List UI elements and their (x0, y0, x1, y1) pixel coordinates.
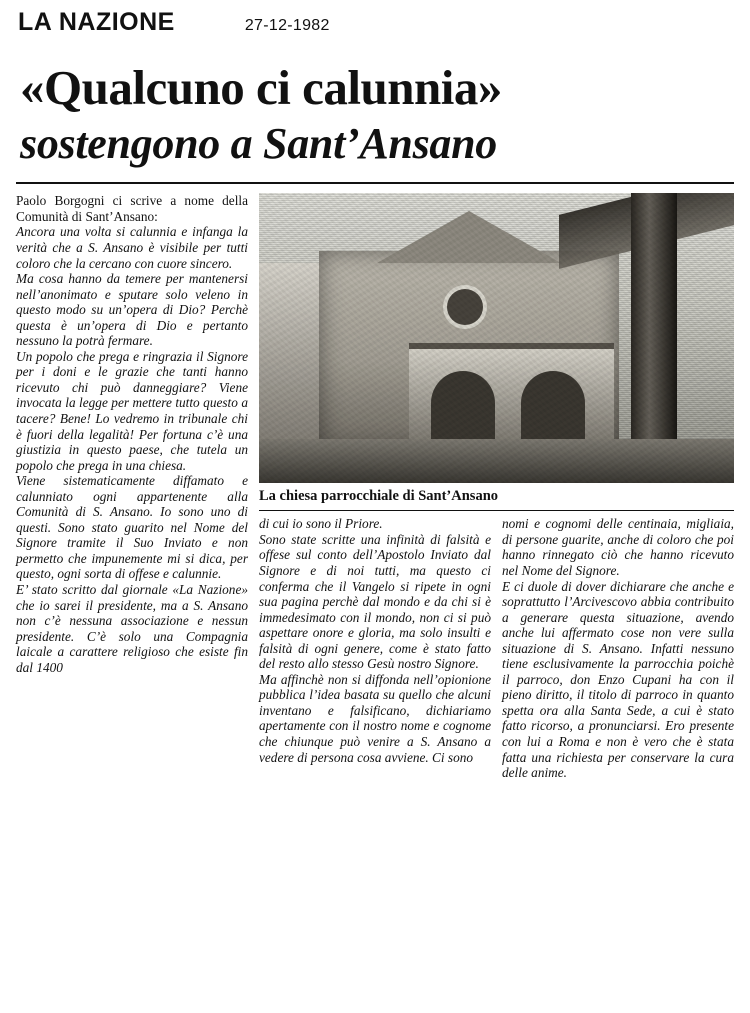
caption-divider (259, 510, 734, 511)
article-column-2 (259, 516, 491, 780)
article-paragraph: E ci duole di dover dichiarare che anche e soprattutto l’Arcivescovo abbia contribuito a generare questa situazione, avendo anche lui affermato cose non vere sulla situazione di S. Ansano. Infatti nessuno tiene esclusivamente la parrocchia poichè il parroco, don Enzo Cupani ha con il pieno diritto, il titolo di parroco in quanto spetta ora alla Santa Sede, a cui è stato fatto ricorso, a pronunciarsi. Ero presente con lui a Roma e non è vero che è stata fatta una richiesta per conservare la cura delle anime. (502, 578, 734, 781)
article-paragraph: Ma affinchè non si diffonda nell’opionione pubblica l’idea basata su quello che alcuni inventano e falsificano, dichiariamo apertamente con il nostro nome e cognome che chiunque può venire a S. Ansano a vedere di persona cosa avviene. Ci sono (259, 671, 491, 765)
article-column-1 (16, 193, 248, 784)
article-lede: Paolo Borgogni ci scrive a nome della Comunità di Sant’Ansano: (16, 193, 248, 224)
article-body (14, 193, 736, 784)
photo-and-columns (259, 193, 734, 780)
page-title (14, 60, 736, 168)
article-paragraph: nomi e cognomi delle centinaia, migliaia, di persone guarite, anche di coloro che poi hanno rinnegato ciò che hanno ricevuto nel Nome del Signore. (502, 516, 734, 578)
article-paragraph: Ancora una volta si calunnia e infanga la verità che a S. Ansano è visibile per tutti coloro che la cercano con cuore sincero. (16, 224, 248, 271)
article-column-3 (502, 516, 734, 780)
article-paragraph: E’ stato scritto dal giornale «La Nazione» che io sarei il presidente, ma a S. Ansano non c’è nessuna associazione e nessun presidente. C’è solo una Compagnia laicale a carattere religioso che esiste fin dal 1400 (16, 582, 248, 675)
headline-line-2: sostengono a Sant’Ansano (20, 118, 497, 168)
headline-line-1: «Qualcuno ci calunnia» (20, 60, 502, 115)
article-paragraph: di cui io sono il Priore. (259, 516, 383, 532)
church-photo (259, 193, 734, 483)
article-paragraph: Un popolo che prega e ringrazia il Signore per i doni e le grazie che tanti hanno ricevuto chi può danneggiare? Viene invocata la legge per mettere tutto questo a tacere? Bene! Lo vedremo in tribunale chi è fuori della legalità! Per fortuna c’è una giustizia in questo paese, che tutela un popolo che prega in una chiesa. (16, 348, 248, 473)
article-paragraph: Ma cosa hanno da temere per mantenersi nell’anonimato e sputare solo veleno in questo modo su un’opera di Dio? Perchè questa è un’opera di Dio e pertanto nessuno la potrà fermare. (16, 271, 248, 349)
masthead (14, 8, 736, 37)
article-paragraph: Viene sistematicamente diffamato e calunniato ogni appartenente alla Comunità di S. Ansano. Io sono uno di questi. Sono stato guarito nel Nome del Signore tramite il Suo Inviato e non permetto che impunemente mi si dica, per questo, ogni sorta di offese e calunnie. (16, 473, 248, 582)
paper-name: LA NAZIONE (18, 8, 175, 36)
photo-caption: La chiesa parrocchiale di Sant’Ansano (259, 488, 499, 505)
article-paragraph: Sono state scritte una infinità di falsità e offese sul conto dell’Apostolo Inviato dal Signore e di noi tutti, ma questo ci conferma che il Vangelo si ripete in ogni sua pagina perchè dal mondo e da chi si è immedesimato con il mondo, non ci si può aspettare onore e gloria, ma solo insulti e falsità di ogni genere, come è stato fatto del resto allo stesso Gesù nostro Signore. (259, 531, 491, 672)
photo-halftone-grain (259, 193, 734, 483)
headline-divider (16, 182, 734, 184)
lower-columns (259, 516, 734, 780)
issue-date: 27-12-1982 (244, 17, 330, 34)
